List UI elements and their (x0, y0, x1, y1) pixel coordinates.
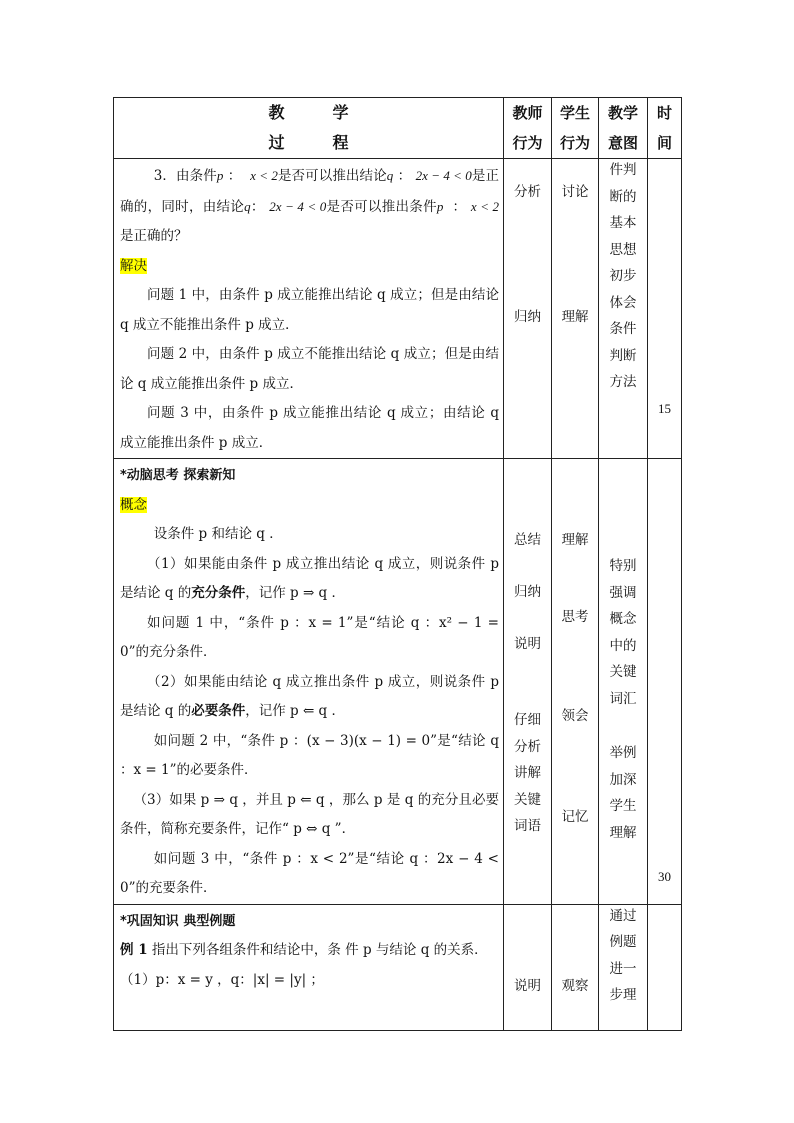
header-teaching-process (114, 98, 504, 159)
section-title-examples: *巩固知识 典型例题 (120, 913, 236, 929)
row2-teacher-block: 仔细 分析 讲解 关键 词语 (514, 712, 541, 834)
example-1: 如问题 1 中，“条件 p ：x = 1”是“结论 q ：x² − 1 = 0”的充分条件． (120, 614, 499, 660)
row-new-knowledge (114, 459, 682, 905)
row3-time (648, 904, 682, 1030)
header-teaching-intent: 教学 意图 (599, 98, 648, 159)
row1-intent-text: 件判 断的 基本 思想 初步 体会 条件 判断 方法 (609, 162, 637, 390)
header-teacher-behavior: 教师 行为 (504, 98, 552, 159)
answer-2: 问题 2 中，由条件 p 成立不能推出结论 q 成立；但是由结论 q 成立能推出条件 p 成立． (120, 346, 499, 392)
row1-time: 15 (648, 159, 682, 459)
question-3: 3．由条件p ： x < 2是否可以推出结论q ： 2x − 4 < 0是正确的，同时，由结论q： 2x − 4 < 0是否可以推出条件p ： x < 2是正确的？ (120, 168, 500, 244)
example-problem-1: 例 1 指出下列各组条件和结论中，条 件 p 与结论 q 的关系． (120, 942, 488, 958)
header-row (114, 98, 682, 159)
row3-intent-text: 通过 例题 进一 步理 (609, 907, 637, 1003)
row-problem-solving (114, 159, 682, 459)
row1-teacher: 分析 归纳 (504, 159, 552, 459)
header-main-line2: 过程 (268, 133, 397, 152)
concept-intro: 设条件 p 和结论 q ． (153, 526, 283, 542)
row3-intent (599, 904, 648, 1030)
lesson-plan-table (113, 97, 682, 1031)
row2-intent (599, 459, 648, 905)
concept-2: （2）如果能由结论 q 成立推出条件 p 成立，则说条件 p 是结论 q 的必要条件，记作 p ⇐ q ． (120, 673, 499, 719)
row1-intent (599, 159, 648, 459)
lesson-plan-sheet (113, 97, 681, 1031)
row2-intent-a: 特别 强调 概念 中的 关键 词汇 (609, 558, 637, 707)
concept-3: （3）如果 p ⇒ q ，并且 p ⇐ q ，那么 p 是 q 的充分且必要条件，简称充要条件，记作“ p ⇔ q ”． (120, 791, 499, 837)
row3-content (114, 904, 504, 1030)
row2-student: 理解 思考 领会 记忆 (552, 459, 599, 905)
concept-1: （1）如果能由条件 p 成立推出结论 q 成立，则说条件 p 是结论 q 的充分条件，记作 p ⇒ q ． (120, 555, 499, 601)
row2-content (114, 459, 504, 905)
example-3: 如问题 3 中，“条件 p ：x < 2”是“结论 q ：2x − 4 < 0”的充要条件． (120, 850, 499, 896)
row3-teacher: 说明 (504, 904, 552, 1030)
row1-content (114, 159, 504, 459)
example-2: 如问题 2 中，“条件 p ：(x − 3)(x − 1) = 0”是“结论 q ：x = 1”的必要条件． (120, 732, 499, 778)
concept-label: 概念 (120, 496, 147, 513)
row2-teacher: 总结 归纳 说明 仔细 分析 讲解 关键 词语 (504, 459, 552, 905)
answer-3: 问题 3 中，由条件 p 成立能推出结论 q 成立；由结论 q 成立能推出条件 p 成立． (120, 405, 499, 451)
row2-intent-b: 举例 加深 学生 理解 (609, 745, 637, 841)
row-examples (114, 904, 682, 1030)
header-main-line1: 教学 (268, 103, 397, 122)
section-title-explore: *动脑思考 探索新知 (120, 468, 236, 483)
example-label: 例 1 (120, 942, 148, 958)
row3-student: 观察 (552, 904, 599, 1030)
row1-student: 讨论 理解 (552, 159, 599, 459)
example-item-1: （1）p：x = y ，q：|x| = |y| ； (120, 971, 324, 988)
answer-1: 问题 1 中，由条件 p 成立能推出结论 q 成立；但是由结论 q 成立不能推出条件 p 成立． (120, 287, 499, 333)
solve-label: 解决 (120, 257, 147, 274)
header-time: 时 间 (648, 98, 682, 159)
header-student-behavior: 学生 行为 (552, 98, 599, 159)
solve-label-line (120, 252, 499, 282)
row2-time: 30 (648, 459, 682, 905)
concept-label-line (120, 491, 499, 521)
